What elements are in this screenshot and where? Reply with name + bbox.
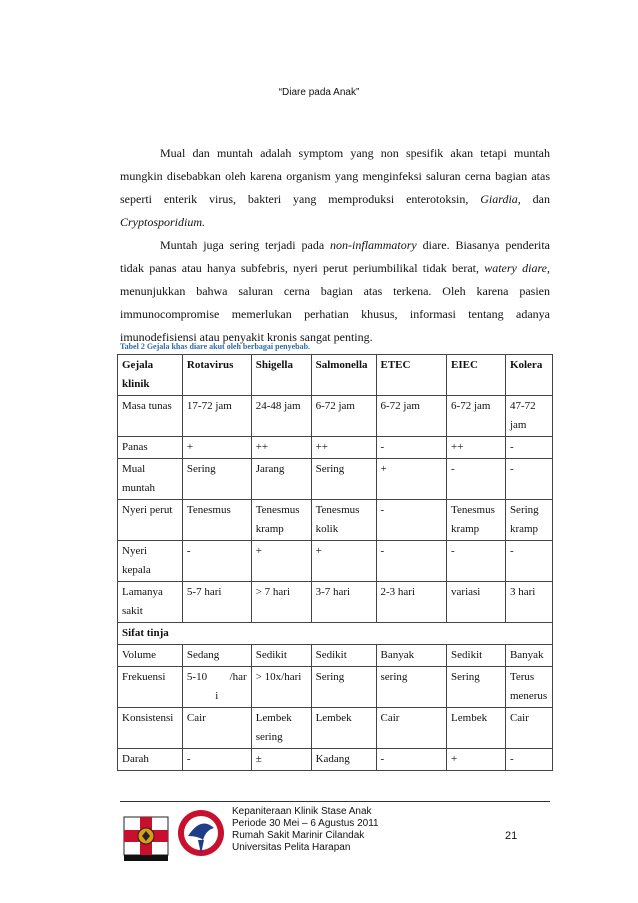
table-cell: Sering — [447, 667, 506, 708]
table-cell: Jarang — [251, 459, 311, 500]
table-cell: Tenesmus kramp — [447, 500, 506, 541]
table-cell: - — [376, 541, 447, 582]
table-row — [118, 459, 553, 500]
table-cell: Lembek — [311, 708, 376, 749]
table-cell: - — [505, 541, 552, 582]
table-row — [118, 541, 553, 582]
table-cell: - — [182, 541, 251, 582]
table-cell: - — [376, 749, 447, 771]
table-cell: Lembek sering — [251, 708, 311, 749]
table-cell: - — [376, 500, 447, 541]
p2-italic-watery: watery diare, — [484, 261, 550, 275]
p2-text-b: diare. Biasanya penderita tidak panas atau hanya subfebris, nyeri perut periumbilikal tidak berat, — [120, 238, 550, 275]
table-row — [118, 582, 553, 623]
table-cell: 24-48 jam — [251, 396, 311, 437]
section-row — [118, 623, 553, 645]
table-cell: 47-72 jam — [505, 396, 552, 437]
table-cell: Konsistensi — [118, 708, 183, 749]
table-cell: Cair — [182, 708, 251, 749]
table-cell: - — [505, 459, 552, 500]
footer-text — [232, 806, 379, 854]
table-cell: - — [182, 749, 251, 771]
paragraph-2 — [120, 234, 550, 349]
table-cell: sering — [376, 667, 447, 708]
table-row — [118, 500, 553, 541]
freq-part-a: 5-10 — [186, 671, 208, 683]
table-cell: Terus menerus — [505, 667, 552, 708]
table-row — [118, 437, 553, 459]
header-cell: Gejala klinik — [118, 355, 183, 396]
section-heading: Sifat tinja — [118, 623, 553, 645]
table-cell: - — [447, 541, 506, 582]
table-cell: 5-7 hari — [182, 582, 251, 623]
table-row — [118, 667, 553, 708]
table-cell: - — [505, 437, 552, 459]
p2-text-c: menunjukkan bahwa saluran cerna bagian atas terkena. Oleh karena pasien immunocompromise memerlukan perhatian khusus, informasi tentang adanya imunodefisiensi atau penyakit kronis sangat penting. — [120, 284, 550, 344]
table-cell: Banyak — [505, 645, 552, 667]
table-cell: 3 hari — [505, 582, 552, 623]
table-cell: Cair — [505, 708, 552, 749]
table-cell: 6-72 jam — [376, 396, 447, 437]
table-cell: Lembek — [447, 708, 506, 749]
table-cell: Sedikit — [311, 645, 376, 667]
table-cell: + — [182, 437, 251, 459]
table-row — [118, 749, 553, 771]
table-cell: Darah — [118, 749, 183, 771]
table-cell: Panas — [118, 437, 183, 459]
table-cell: ++ — [447, 437, 506, 459]
table-cell: + — [447, 749, 506, 771]
footer-line-3: Rumah Sakit Marinir Cilandak — [232, 830, 365, 841]
table-cell: 17-72 jam — [182, 396, 251, 437]
table-cell: 3-7 hari — [311, 582, 376, 623]
table-cell: Lamanya sakit — [118, 582, 183, 623]
table-cell: ++ — [311, 437, 376, 459]
header-cell: Shigella — [251, 355, 311, 396]
table-cell: > 7 hari — [251, 582, 311, 623]
table-cell: Sering — [311, 667, 376, 708]
table-cell: Sedang — [182, 645, 251, 667]
table-cell: Tenesmus kolik — [311, 500, 376, 541]
table-cell: Volume — [118, 645, 183, 667]
table-cell: Kadang — [311, 749, 376, 771]
table-cell: Sering kramp — [505, 500, 552, 541]
table-row — [118, 708, 553, 749]
footer-line-1: Kepaniteraan Klinik Stase Anak — [232, 806, 372, 817]
table-cell: + — [311, 541, 376, 582]
p1-italic-crypto: Cryptosporidium. — [120, 215, 206, 229]
table-cell: Sedikit — [251, 645, 311, 667]
table-cell: > 10x/hari — [251, 667, 311, 708]
table-cell: Cair — [376, 708, 447, 749]
table-cell: ++ — [251, 437, 311, 459]
header-cell: Salmonella — [311, 355, 376, 396]
table-cell: + — [251, 541, 311, 582]
table-header-row — [118, 355, 553, 396]
table-cell: Masa tunas — [118, 396, 183, 437]
p1-text-a: Mual dan muntah adalah symptom yang non spesifik akan tetapi muntah mungkin disebabkan oleh karena organism yang menginfeksi saluran cerna bagian atas seperti enterik virus, bakteri yang memproduksi enterotoksin, — [120, 146, 550, 206]
table-cell: Nyeri kepala — [118, 541, 183, 582]
header-cell: Rotavirus — [182, 355, 251, 396]
header-cell: EIEC — [447, 355, 506, 396]
symptom-table — [117, 354, 553, 771]
table-cell: - — [447, 459, 506, 500]
table-cell: 6-72 jam — [311, 396, 376, 437]
table-cell: Sering — [182, 459, 251, 500]
p2-text-a: Muntah juga sering terjadi pada — [160, 238, 331, 252]
pelita-harapan-logo-icon — [176, 806, 226, 864]
table-cell: Mual muntah — [118, 459, 183, 500]
freq-part-b: /har — [229, 671, 247, 683]
table-cell: + — [376, 459, 447, 500]
table-cell: Frekuensi — [118, 667, 183, 708]
freq-part-c: i — [215, 690, 219, 702]
footer-line-4: Universitas Pelita Harapan — [232, 842, 351, 853]
table-cell: Banyak — [376, 645, 447, 667]
table-cell: Sering — [311, 459, 376, 500]
table-caption: Tabel 2 Gejala khas diare akut oleh berbagai penyebab. — [120, 342, 311, 351]
table-cell: Tenesmus — [182, 500, 251, 541]
p1-text-b: dan — [520, 192, 550, 206]
table-cell: - — [376, 437, 447, 459]
table-cell: ± — [251, 749, 311, 771]
footer-line-2: Periode 30 Mei – 6 Agustus 2011 — [232, 818, 379, 829]
running-header: “Diare pada Anak” — [278, 87, 360, 98]
table-cell: - — [505, 749, 552, 771]
p1-italic-giardia: Giardia, — [480, 192, 521, 206]
table-cell: Nyeri perut — [118, 500, 183, 541]
footer-divider — [120, 801, 550, 802]
table-row — [118, 645, 553, 667]
table-cell: variasi — [447, 582, 506, 623]
header-cell: Kolera — [505, 355, 552, 396]
table-row — [118, 396, 553, 437]
table-cell-frequency — [182, 667, 251, 708]
table-cell: Sedikit — [447, 645, 506, 667]
table-cell: 2-3 hari — [376, 582, 447, 623]
body-text — [120, 142, 550, 349]
table-cell: 6-72 jam — [447, 396, 506, 437]
table-cell: Tenesmus kramp — [251, 500, 311, 541]
paragraph-1 — [120, 142, 550, 234]
p2-italic-noninflam: non-inflammatory — [330, 238, 417, 252]
header-cell: ETEC — [376, 355, 447, 396]
page-number: 21 — [505, 830, 518, 842]
red-cross-marine-logo-icon — [121, 811, 171, 863]
